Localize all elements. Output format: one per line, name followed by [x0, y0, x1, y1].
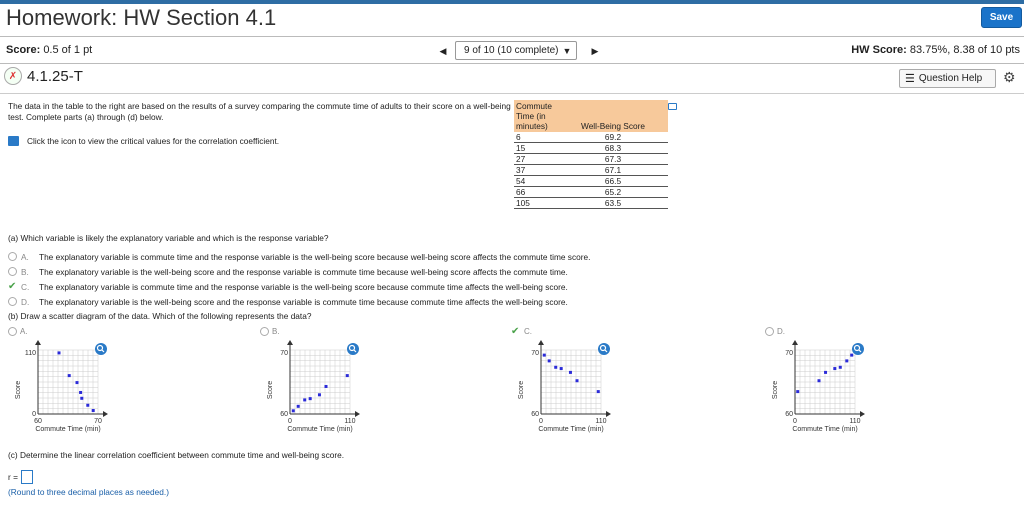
question-help-label: Question Help — [918, 73, 983, 84]
data-point — [548, 359, 551, 362]
part-a-options — [8, 249, 590, 309]
y-tick-bottom: 60 — [785, 411, 793, 418]
plot-letter: C. — [524, 327, 532, 336]
x-tick-right: 110 — [849, 418, 861, 425]
data-point — [845, 359, 848, 362]
y-axis-arrow — [538, 340, 544, 345]
question-help-button[interactable] — [899, 69, 996, 88]
score-label: Score: — [6, 44, 41, 56]
x-tick-left: 0 — [793, 418, 797, 425]
next-question-icon[interactable]: ▶ — [591, 45, 599, 56]
option-d[interactable] — [8, 294, 590, 309]
scatter-plot-c — [511, 340, 621, 438]
zoom-circle — [95, 343, 107, 355]
part-b-prompt: (b) Draw a scatter diagram of the data. Which of the following represents the data? — [8, 311, 312, 321]
scatter-plot-a — [8, 340, 118, 438]
x-tick-right: 70 — [94, 418, 102, 425]
y-axis-label: Score — [772, 380, 779, 400]
y-tick-bottom: 60 — [280, 411, 288, 418]
plot-option-c[interactable] — [511, 327, 532, 336]
data-point — [576, 379, 579, 382]
table-row — [514, 132, 668, 143]
data-point — [79, 391, 82, 394]
copy-data-icon[interactable] — [668, 103, 677, 110]
data-point — [850, 354, 853, 357]
cell: 68.3 — [558, 143, 668, 154]
option-letter: A. — [21, 251, 29, 262]
y-tick-bottom: 0 — [32, 411, 36, 418]
data-point — [543, 354, 546, 357]
cell: 66 — [514, 187, 558, 198]
list-icon: ☰ — [905, 73, 915, 85]
data-point — [569, 371, 572, 374]
score-display — [6, 44, 92, 56]
table-row — [514, 154, 668, 165]
plot-letter: D. — [777, 327, 785, 336]
data-point — [325, 385, 328, 388]
cell: 65.2 — [558, 187, 668, 198]
r-answer-input[interactable] — [21, 470, 33, 484]
checkmark-icon[interactable]: ✔ — [8, 281, 17, 292]
radio-plot-b[interactable] — [260, 327, 269, 336]
data-point — [346, 374, 349, 377]
scatter-plot-b — [260, 340, 370, 438]
x-axis-label: Commute Time (min) — [287, 426, 353, 433]
option-c[interactable] — [8, 279, 590, 294]
x-tick-right: 110 — [595, 418, 607, 425]
gear-icon[interactable]: ⚙ — [1003, 69, 1016, 85]
radio-plot-d[interactable] — [765, 327, 774, 336]
question-id-row — [4, 67, 83, 85]
data-point — [292, 409, 295, 412]
data-point — [318, 393, 321, 396]
question-selector-label: 9 of 10 (10 complete) — [464, 45, 559, 56]
data-table — [514, 100, 668, 209]
x-tick-left: 60 — [34, 418, 42, 425]
radio-d[interactable] — [8, 297, 17, 306]
cell: 6 — [514, 132, 558, 143]
data-point — [86, 404, 89, 407]
option-text: The explanatory variable is commute time and the response variable is the well-being score because commute time affects the well-being score. — [39, 281, 568, 292]
divider — [0, 63, 1024, 64]
score-value: 0.5 of 1 pt — [43, 44, 93, 56]
book-icon[interactable] — [8, 136, 19, 146]
question-selector[interactable] — [455, 41, 577, 60]
y-tick-top: 70 — [531, 350, 539, 357]
option-text: The explanatory variable is the well-being score and the response variable is commute time because commute time affects the well-being score. — [39, 296, 568, 307]
top-accent-bar — [0, 0, 1024, 4]
divider — [0, 36, 1024, 37]
scatter-plot-d — [765, 340, 875, 438]
table-header-commute: Commute Time (in minutes) — [514, 100, 558, 132]
plot-grid — [290, 350, 350, 414]
option-letter: D. — [21, 296, 30, 307]
cell: 67.3 — [558, 154, 668, 165]
data-point — [80, 397, 83, 400]
data-point — [824, 371, 827, 374]
hw-score-display — [851, 44, 1020, 56]
y-axis-label: Score — [15, 380, 22, 400]
option-letter: B. — [21, 266, 29, 277]
data-point — [560, 367, 563, 370]
y-tick-top: 110 — [24, 350, 36, 357]
cell: 105 — [514, 198, 558, 209]
data-point — [796, 390, 799, 393]
y-axis-arrow — [287, 340, 293, 345]
zoom-icon — [347, 343, 359, 355]
cell: 54 — [514, 176, 558, 187]
y-axis-arrow — [35, 340, 41, 345]
data-point — [309, 397, 312, 400]
question-id: 4.1.25-T — [27, 67, 83, 85]
part-a-prompt: (a) Which variable is likely the explanatory variable and which is the response variable? — [8, 233, 329, 243]
data-point — [303, 398, 306, 401]
radio-plot-a[interactable] — [8, 327, 17, 336]
data-point — [839, 366, 842, 369]
x-tick-left: 0 — [539, 418, 543, 425]
x-axis-label: Commute Time (min) — [35, 426, 101, 433]
y-axis-label: Score — [267, 380, 274, 400]
data-point — [92, 409, 95, 412]
data-point — [58, 351, 61, 354]
data-point — [297, 405, 300, 408]
x-axis-label: Commute Time (min) — [538, 426, 604, 433]
rounding-note: (Round to three decimal places as needed.) — [8, 487, 169, 497]
x-tick-right: 110 — [344, 418, 356, 425]
x-tick-left: 0 — [288, 418, 292, 425]
option-b[interactable] — [8, 264, 590, 279]
y-axis-label: Score — [518, 380, 525, 400]
zoom-icon — [598, 343, 610, 355]
table-row — [514, 176, 668, 187]
table-header-wellbeing: Well-Being Score — [558, 100, 668, 132]
data-point — [68, 374, 71, 377]
checkmark-icon[interactable]: ✔ — [511, 326, 520, 337]
plot-letter: B. — [272, 327, 280, 336]
data-point — [554, 366, 557, 369]
plot-option-b[interactable] — [260, 327, 280, 336]
table-row — [514, 198, 668, 209]
r-answer-row — [8, 470, 33, 484]
data-point — [833, 367, 836, 370]
critical-values-link[interactable] — [8, 136, 279, 146]
option-text: The explanatory variable is commute time and the response variable is the well-being score because well-being score affects the commute time score. — [39, 251, 591, 262]
y-tick-top: 70 — [280, 350, 288, 357]
table-row — [514, 187, 668, 198]
zoom-circle — [852, 343, 864, 355]
hw-score-value: 83.75%, 8.38 of 10 pts — [909, 44, 1020, 56]
option-text: The explanatory variable is the well-being score and the response variable is commute time because well-being score affects the commute time. — [39, 266, 568, 277]
cell: 66.5 — [558, 176, 668, 187]
partial-credit-icon: ✗ — [4, 67, 22, 85]
data-point — [76, 381, 79, 384]
cell: 63.5 — [558, 198, 668, 209]
data-point — [818, 379, 821, 382]
plot-option-a[interactable] — [8, 327, 28, 336]
option-a[interactable] — [8, 249, 590, 264]
radio-b[interactable] — [8, 267, 17, 276]
divider — [0, 93, 1024, 94]
y-axis-arrow — [792, 340, 798, 345]
y-tick-bottom: 60 — [531, 411, 539, 418]
page-title: Homework: HW Section 4.1 — [6, 5, 277, 30]
plot-letter: A. — [20, 327, 28, 336]
cell: 37 — [514, 165, 558, 176]
cell: 69.2 — [558, 132, 668, 143]
option-letter: C. — [21, 281, 30, 292]
caret-down-icon: ▼ — [562, 45, 572, 56]
r-label: r = — [8, 472, 18, 482]
y-tick-top: 70 — [785, 350, 793, 357]
cell: 67.1 — [558, 165, 668, 176]
part-c-prompt: (c) Determine the linear correlation coefficient between commute time and well-being score. — [8, 450, 345, 460]
x-axis-arrow — [103, 411, 108, 417]
zoom-circle — [347, 343, 359, 355]
radio-a[interactable] — [8, 252, 17, 261]
cell: 27 — [514, 154, 558, 165]
x-axis-arrow — [606, 411, 611, 417]
previous-question-icon[interactable]: ◀ — [439, 45, 447, 56]
question-intro: The data in the table to the right are based on the results of a survey comparing the commute time of adults to their score on a well-being test. Complete parts (a) through (d) below. — [8, 101, 511, 122]
x-axis-label: Commute Time (min) — [792, 426, 858, 433]
plot-option-d[interactable] — [765, 327, 785, 336]
save-button[interactable]: Save — [981, 7, 1022, 28]
data-point — [597, 390, 600, 393]
hw-score-label: HW Score: — [851, 44, 907, 56]
cell: 15 — [514, 143, 558, 154]
zoom-icon — [95, 343, 107, 355]
x-axis-arrow — [355, 411, 360, 417]
x-axis-arrow — [860, 411, 865, 417]
zoom-circle — [598, 343, 610, 355]
critical-values-text: Click the icon to view the critical values for the correlation coefficient. — [27, 136, 280, 146]
table-row — [514, 143, 668, 154]
table-row — [514, 165, 668, 176]
zoom-icon — [852, 343, 864, 355]
